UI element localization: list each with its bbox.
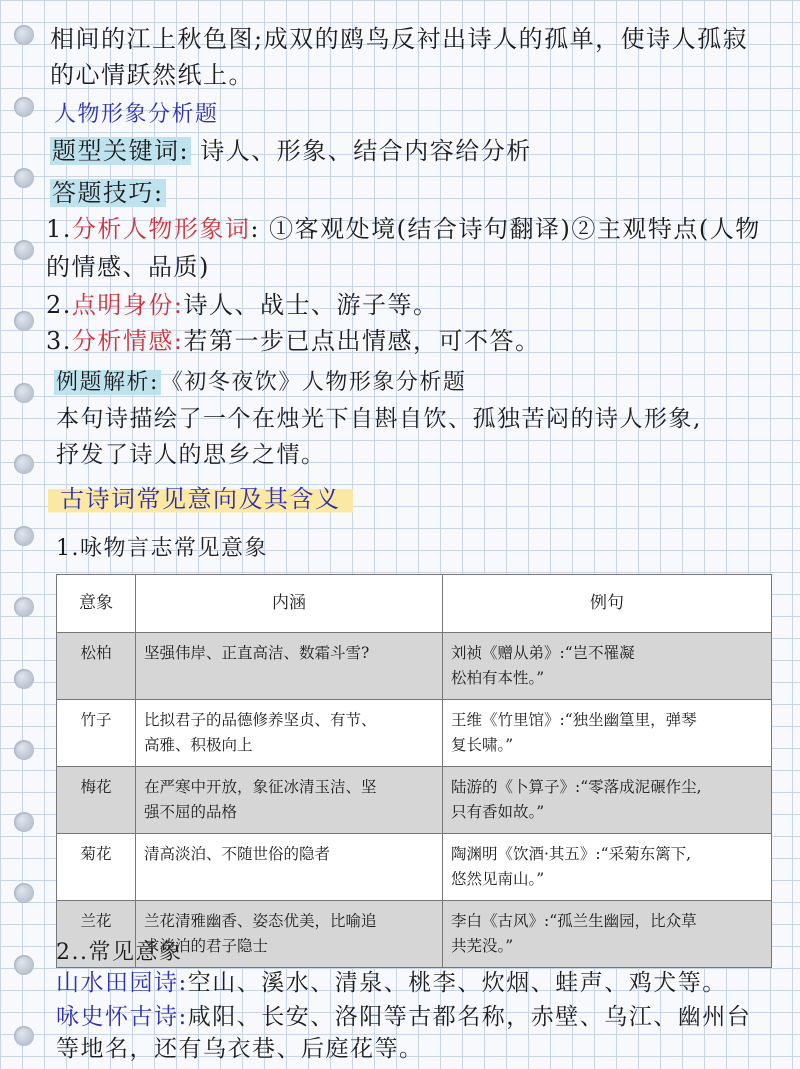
table-header-cell: 意象 (57, 575, 136, 633)
landscape-text: 空山、溪水、清泉、桃李、炊烟、蛙声、鸡犬等。 (187, 970, 727, 996)
keywords-text: 诗人、形象、结合内容给分析 (200, 137, 532, 165)
example-body: 本句诗描绘了一个在烛光下自斟自饮、孤独苦闷的诗人形象, (56, 406, 702, 432)
table-header-cell: 内涵 (136, 575, 443, 633)
imagery-example-cell: 王维《竹里馆》:“独坐幽篁里，弹琴 复长啸。” (443, 700, 772, 767)
table-row (57, 633, 772, 700)
table-row (57, 834, 772, 901)
step-2 (46, 290, 439, 320)
intro-line: 相间的江上秋色图;成双的鸥鸟反衬出诗人的孤单，使诗人孤寂 (50, 25, 749, 53)
imagery-meaning-cell: 坚强伟岸、正直高洁、数霜斗雪? (136, 633, 443, 700)
step-number: 3. (46, 327, 72, 355)
step-1 (46, 214, 761, 244)
landscape-label: 山水田园诗: (56, 970, 188, 996)
step-text: 若第一步已点出情感，可不答。 (183, 327, 541, 355)
intro-line: 的心情跃然纸上。 (50, 61, 254, 89)
step-label: 点明身份: (71, 291, 184, 319)
imagery-meaning-cell: 兰花清雅幽香、姿态优美，比喻追 求淡泊的君子隐士 (136, 901, 443, 968)
table-row (57, 700, 772, 767)
history-line-continued: 等地名，还有乌衣巷、后庭花等。 (56, 1036, 424, 1062)
table-header-row (57, 575, 772, 633)
step-number: 1. (46, 215, 72, 243)
example-title: 《初冬夜饮》人物形象分析题 (160, 370, 467, 395)
character-heading: 人物形象分析题 (54, 102, 219, 127)
imagery-meaning-cell: 比拟君子的品德修养坚贞、有节、 高雅、积极向上 (136, 700, 443, 767)
imagery-meaning-cell: 清高淡泊、不随世俗的隐者 (136, 834, 443, 901)
imagery-heading (48, 484, 353, 514)
imagery-example-cell: 刘祯《赠从弟》:“岂不罹凝 松柏有本性。” (443, 633, 772, 700)
example-title-line (54, 368, 466, 398)
imagery-table (56, 574, 772, 968)
imagery-example-cell: 陶渊明《饮酒·其五》:“采菊东篱下, 悠然见南山。” (443, 834, 772, 901)
step-label: 分析情感: (71, 327, 184, 355)
step-label: 分析人物形象词 (71, 215, 251, 243)
history-line (56, 1002, 751, 1032)
step-3 (46, 326, 541, 356)
step-text: 诗人、战士、游子等。 (183, 291, 439, 319)
example-body: 抒发了诗人的思乡之情。 (56, 442, 326, 468)
imagery-subheading: 1.咏物言志常见意象 (56, 536, 268, 561)
imagery-example-cell: 李白《古风》:“孤兰生幽园，比众草 共芜没。” (443, 901, 772, 968)
imagery-heading-text: 古诗词常见意向及其含义 (48, 483, 353, 515)
landscape-line (56, 968, 727, 998)
history-text: 咸阳、长安、洛阳等古都名称，赤壁、乌江、幽州台 (187, 1004, 752, 1030)
skills-label-text: 答题技巧: (52, 179, 164, 207)
example-label: 例题解析: (56, 370, 159, 395)
imagery-name-cell: 竹子 (57, 700, 136, 767)
imagery-meaning-cell: 在严寒中开放，象征冰清玉洁、坚 强不屈的品格 (136, 767, 443, 834)
step-1-continued: 的情感、品质) (46, 253, 210, 281)
imagery-name-cell: 菊花 (57, 834, 136, 901)
keywords-line (50, 136, 532, 166)
skills-label (50, 178, 166, 208)
common-imagery-subheading: 2..常见意象 (56, 940, 183, 965)
table-row (57, 767, 772, 834)
imagery-example-cell: 陆游的《卜算子》:“零落成泥碾作尘, 只有香如故。” (443, 767, 772, 834)
step-number: 2. (46, 291, 72, 319)
history-label: 咏史怀古诗: (56, 1004, 188, 1030)
step-text: : ①客观处境(结合诗句翻译)②主观特点(人物 (250, 215, 761, 243)
imagery-name-cell: 松柏 (57, 633, 136, 700)
keywords-label: 题型关键词: (52, 137, 190, 165)
imagery-name-cell: 兰花 (57, 901, 136, 968)
table-header-cell: 例句 (443, 575, 772, 633)
imagery-name-cell: 梅花 (57, 767, 136, 834)
